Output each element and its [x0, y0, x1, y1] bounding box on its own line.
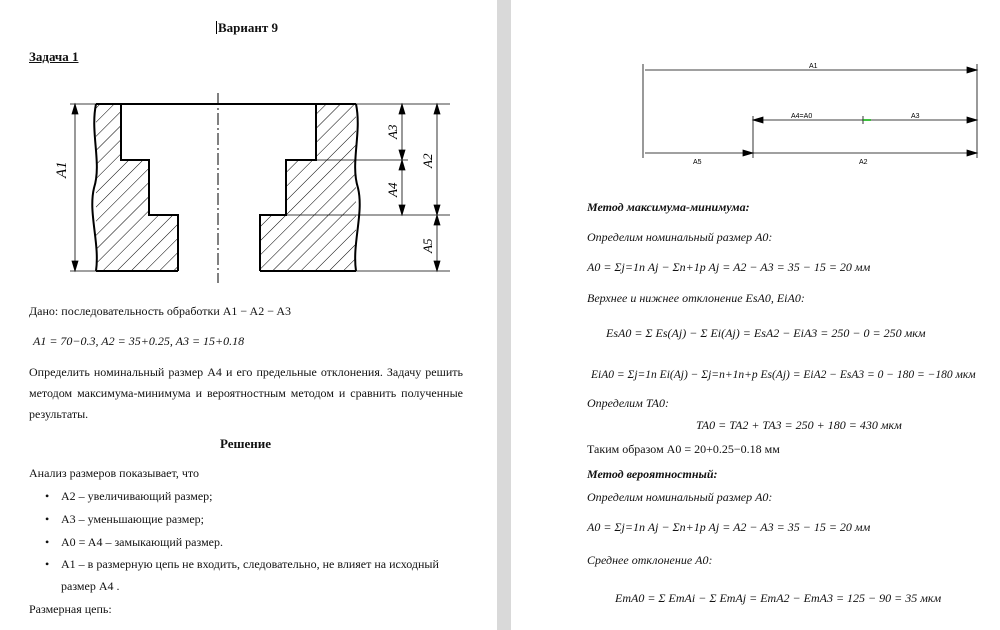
bullet-item: • A0 = A4 – замыкающий размер.: [61, 535, 223, 550]
nominal-label: Определим номинальный размер A0:: [587, 230, 773, 244]
variant-heading-text: Вариант 9: [218, 20, 279, 35]
deviations-label: Верхнее и нижнее отклонение EsA0, EiA0:: [587, 291, 805, 305]
dim-a1-label: A1: [54, 161, 70, 178]
bullet-item: • A3 – уменьшающие размер;: [61, 512, 204, 527]
nominal-formula-2: A0 = Σj=1n Aj − Σn+1p Aj = A2 − A3 = 35 − 15 = 20 мм: [587, 520, 871, 534]
page-gap: [497, 0, 511, 630]
solution-title: Решение: [220, 436, 272, 451]
dimension-chain-diagram: [641, 58, 981, 170]
method2-title: Метод вероятностный:: [587, 467, 718, 481]
chain-a2-label: A2: [859, 159, 868, 166]
chain-a3-label: A3: [911, 113, 920, 120]
task-title: Задача 1: [29, 49, 79, 64]
result-line: Таким образом A0 = 20+0.25−0.18 мм: [587, 442, 780, 456]
dim-a4-label: A4: [385, 182, 400, 197]
part-section-drawing: [40, 93, 460, 283]
given-line: Дано: последовательность обработки A1 − A2 − A3: [29, 304, 291, 318]
method1-title: Метод максимума-минимума:: [587, 200, 750, 214]
chain-label: Размерная цепь:: [29, 602, 112, 616]
text-cursor: [216, 21, 217, 34]
mean-label: Среднее отклонение A0:: [587, 553, 713, 567]
chain-a5-label: A5: [693, 159, 702, 166]
bullet-item: • A1 – в размерную цепь не входить, следовательно, не влияет на исходный: [61, 557, 439, 572]
nominal-label-2: Определим номинальный размер A0:: [587, 490, 773, 504]
chain-a1-label: A1: [809, 63, 818, 70]
dim-a2-label: A2: [420, 153, 435, 168]
variant-heading: [216, 20, 278, 36]
bullet-item: • A2 – увеличивающий размер;: [61, 489, 213, 504]
ta-formula: TA0 = TA2 + TA3 = 250 + 180 = 430 мкм: [696, 418, 902, 432]
ei-formula: EiA0 = Σj=1n Ei(Aj) − Σj=n+1n+p Es(Aj) = EiA2 − EsA3 = 0 − 180 = −180 мкм: [591, 369, 976, 381]
bullet-continuation: размер A4 .: [61, 579, 120, 593]
nominal-formula: A0 = Σj=1n Aj − Σn+1p Aj = A2 − A3 = 35 − 15 = 20 мм: [587, 260, 871, 274]
dim-a5-label: A5: [420, 238, 435, 253]
task-text: Определить номинальный размер A4 и его предельные отклонения. Задачу решить методом максимума-минимума и вероятностным методом и сравнить полученные результаты.: [29, 365, 463, 421]
document-page-right: [511, 0, 1000, 630]
analysis-intro: Анализ размеров показывает, что: [29, 466, 199, 480]
ta-label: Определим TA0:: [587, 396, 669, 410]
dim-a3-label: A3: [385, 124, 400, 139]
chain-a4a0-label: A4=A0: [791, 113, 813, 120]
given-values: A1 = 70−0.3, A2 = 35+0.25, A3 = 15+0.18: [33, 334, 245, 348]
document-page-left: [0, 0, 497, 630]
es-formula: EsA0 = Σ Es(Aj) − Σ Ei(Aj) = EsA2 − EiA3 = 250 − 0 = 250 мкм: [606, 326, 926, 340]
mean-formula: EmA0 = Σ EmAi − Σ EmAj = EmA2 − EmA3 = 125 − 90 = 35 мкм: [615, 591, 942, 605]
